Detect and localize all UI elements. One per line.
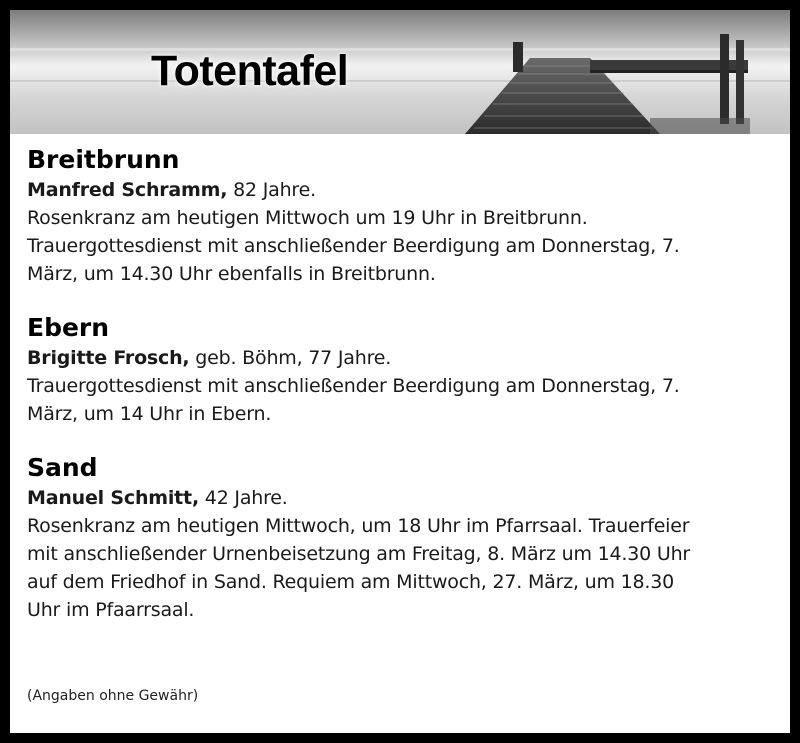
page-title: Totentafel xyxy=(151,47,349,95)
service-text-line: Trauergottesdienst mit anschließender Beerdigung am Donnerstag, 7. xyxy=(27,235,680,257)
person-name: Manuel Schmitt, xyxy=(27,487,199,509)
person-line xyxy=(27,176,777,204)
service-text-line: März, um 14.30 Uhr ebenfalls in Breitbrunn. xyxy=(27,263,436,285)
place-heading: Sand xyxy=(27,453,98,482)
person-name: Manfred Schramm, xyxy=(27,179,228,201)
person-name: Brigitte Frosch, xyxy=(27,347,190,369)
person-detail: 42 Jahre. xyxy=(198,487,288,509)
service-text-line: auf dem Friedhof in Sand. Requiem am Mittwoch, 27. März, um 18.30 xyxy=(27,571,675,593)
person-line xyxy=(27,484,777,512)
service-text-line: März, um 14 Uhr in Ebern. xyxy=(27,403,272,425)
disclaimer: (Angaben ohne Gewähr) xyxy=(27,688,199,704)
service-text-line: Uhr im Pfaarrsaal. xyxy=(27,599,195,621)
service-text-line: Rosenkranz am heutigen Mittwoch um 19 Uhr in Breitbrunn. xyxy=(27,207,588,229)
obituary-section xyxy=(27,144,777,288)
lake-jetty-photo xyxy=(10,10,790,134)
place-heading: Ebern xyxy=(27,313,110,342)
obituary-section xyxy=(27,312,777,428)
service-text-line: Rosenkranz am heutigen Mittwoch, um 18 Uhr im Pfarrsaal. Trauerfeier xyxy=(27,515,690,537)
service-text-line: mit anschließender Urnenbeisetzung am Freitag, 8. März um 14.30 Uhr xyxy=(27,543,691,565)
person-detail: geb. Böhm, 77 Jahre. xyxy=(189,347,392,369)
person-detail: 82 Jahre. xyxy=(227,179,316,201)
obituary-list xyxy=(27,144,777,648)
place-heading: Breitbrunn xyxy=(27,145,180,174)
obituary-section xyxy=(27,452,777,624)
person-line xyxy=(27,344,777,372)
service-text-line: Trauergottesdienst mit anschließender Beerdigung am Donnerstag, 7. xyxy=(27,375,680,397)
header-banner xyxy=(10,10,790,134)
